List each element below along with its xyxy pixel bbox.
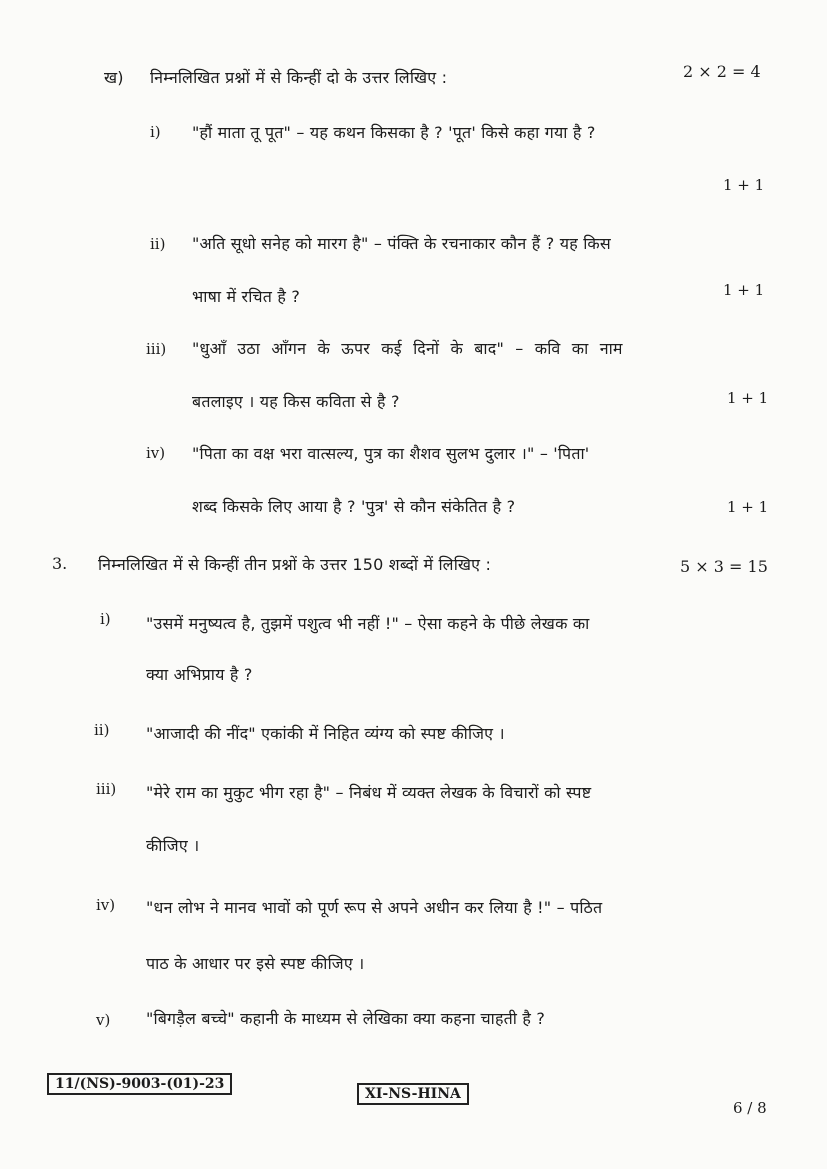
- kha-q3-marks: 1 + 1: [727, 389, 769, 407]
- q3-iii-line1: "मेरे राम का मुकुट भीग रहा है" – निबंध में व्यक्त लेखक के विचारों को स्पष्ट: [146, 783, 592, 802]
- kha-q4-number: iv): [146, 444, 166, 462]
- q3-iv-line2: पाठ के आधार पर इसे स्पष्ट कीजिए ।: [146, 954, 365, 973]
- q3-iii-line2: कीजिए ।: [146, 836, 200, 855]
- kha-q3-number: iii): [146, 340, 167, 358]
- page-number: 6 / 8: [733, 1099, 767, 1117]
- kha-q4-line2: शब्द किसके लिए आया है ? 'पुत्र' से कौन संकेतित है ?: [192, 497, 516, 516]
- kha-q1-line1: "हौं माता तू पूत" – यह कथन किसका है ? 'पूत' किसे कहा गया है ?: [192, 123, 596, 142]
- q3-v-number: v): [96, 1011, 111, 1029]
- q3-ii-line1: "आजादी की नींद" एकांकी में निहित व्यंग्य को स्पष्ट कीजिए ।: [146, 724, 505, 743]
- kha-q1-number: i): [150, 123, 161, 141]
- section-kha-label: ख): [104, 68, 124, 87]
- q3-i-number: i): [100, 610, 111, 628]
- q3-iv-line1: "धन लोभ ने मानव भावों को पूर्ण रूप से अपने अधीन कर लिया है !" – पठित: [146, 898, 603, 917]
- section-kha-marks: 2 × 2 = 4: [683, 62, 761, 81]
- kha-q2-line1: "अति सूधो सनेह को मारग है" – पंक्ति के रचनाकार कौन हैं ? यह किस: [192, 234, 611, 253]
- paper-code-box: 11/(NS)-9003-(01)-23: [47, 1073, 232, 1095]
- kha-q4-marks: 1 + 1: [727, 498, 769, 516]
- kha-q1-marks: 1 + 1: [723, 176, 765, 194]
- kha-q2-number: ii): [150, 235, 166, 253]
- question-3-marks: 5 × 3 = 15: [680, 557, 768, 576]
- q3-iv-number: iv): [96, 896, 116, 914]
- q3-v-line1: "बिगड़ैल बच्चे" कहानी के माध्यम से लेखिका क्या कहना चाहती है ?: [146, 1009, 546, 1028]
- kha-q2-marks: 1 + 1: [723, 281, 765, 299]
- question-3-instruction: निम्नलिखित में से किन्हीं तीन प्रश्नों के उत्तर 150 शब्दों में लिखिए :: [98, 555, 492, 574]
- subject-code-box: XI-NS-HINA: [357, 1083, 469, 1105]
- q3-i-line1: "उसमें मनुष्यत्व है, तुझमें पशुत्व भी नहीं !" – ऐसा कहने के पीछे लेखक का: [146, 614, 590, 633]
- question-3-number: 3.: [52, 554, 68, 573]
- kha-q3-line1: "धुआँ उठा आँगन के ऊपर कई दिनों के बाद" – कवि का नाम: [192, 339, 623, 358]
- q3-iii-number: iii): [96, 780, 117, 798]
- q3-ii-number: ii): [94, 721, 110, 739]
- kha-q4-line1: "पिता का वक्ष भरा वात्सल्य, पुत्र का शैशव सुलभ दुलार ।" – 'पिता': [192, 444, 590, 463]
- kha-q3-line2: बतलाइए । यह किस कविता से है ?: [192, 392, 400, 411]
- q3-i-line2: क्या अभिप्राय है ?: [146, 665, 253, 684]
- section-kha-instruction: निम्नलिखित प्रश्नों में से किन्हीं दो के उत्तर लिखिए :: [150, 68, 448, 87]
- kha-q2-line2: भाषा में रचित है ?: [192, 287, 301, 306]
